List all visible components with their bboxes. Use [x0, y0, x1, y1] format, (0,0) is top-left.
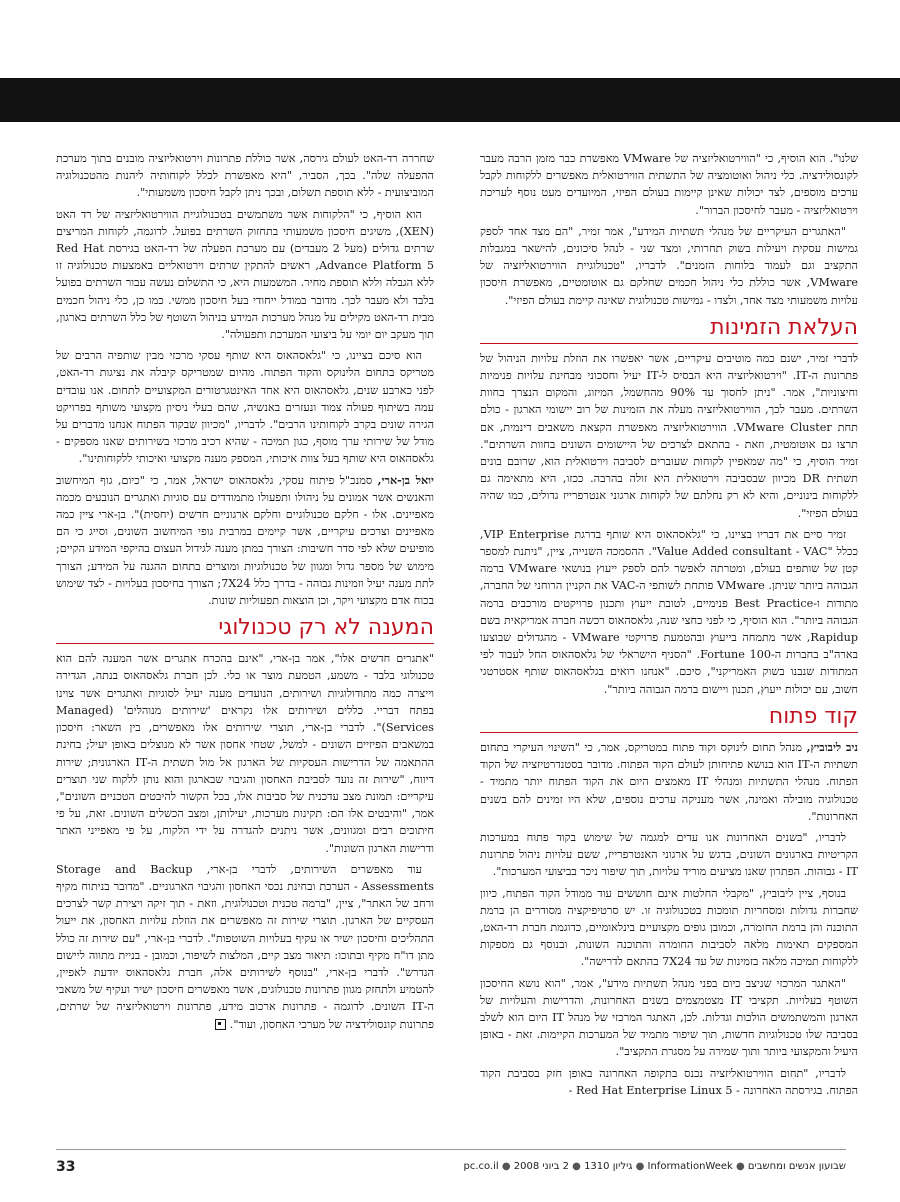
speaker-name: יואל בן-ארי, [377, 472, 434, 487]
section-heading: העלאת הזמינות [480, 315, 858, 344]
article-column-right [480, 150, 858, 1103]
paragraph-text: עוד מאפשרים השירותים, לדברי בן-ארי, Storage and Backup Assessments - הערכת ובחינת נכסי האחסון והגיבוי הארגוניים. "מדובר בניתוח מקיף ורחב של האתר", ציין, "ברמה טכנית וטכנולוגית, וזאת - תוך זיקה ויצירת קשר לצרכים העסקיים של הארגון. תוצרי שירות זה מאפשרים את הוזלת עלויות האחסון, את ייעול התהליכים וחיסכון ישיר או עקיף בעלויות השוטפות". לדברי בן-ארי, "עם שירות זה כולל מתן דו"ח מקיף ובתוכו: תיאור מצב קיים, המלצות לשיפור, וכמובן - בניית מתווה ליישום הנדרש". לדברי בן-ארי, "בנוסף לשירותים אלה, חברת גלאסהאוס יודעת לאפיין, להטמיע ולתחזק מגוון פתרונות טכנולוגים, אשר מאפשרים חיסכון ישיר ועקיף של משאבי ה-IT השונים. לדוגמה - פתרונות ארכוב מידע, פתרונות וירטואליזציה של שרתים, פתרונות קונסולידציה של מערכי האחסון, ועוד". [56, 862, 434, 1031]
paragraph: לדבריו, "בשנים האחרונות אנו עדים למגמה של שימוש בקוד פתוח במערכות הקריטיות בארגונים השונים, בדגש על ארגוני האנטרפרייז, ששם עלויות ניהול פתרונות IT - גבוהות. הפתרון שאנו מציעים מוריד עלויות, תוך שיפור ניכר בביצועי המערכות". [480, 830, 858, 879]
footer-item: ● InformationWeek [648, 1161, 748, 1172]
paragraph: "האתגרים העיקריים של מנהלי תשתיות המידע", אמר זמיר, "הם מצד אחד לספק גמישות עסקית ויעילות בשוק תחרותי, ומצד שני - לנהל סיכונים, להישאר במגבלות התקציב וגם לעמוד בלוחות הזמנים". לדבריו, "טכנולוגיית הווירטואליזציה של VMware, אשר כוללת כלי ניהול חכמים שחלקם גם אוטומטיים, מאפשרת חיסכון עלויות משמעותי מצד אחד, ולצדו - גמישות טכנולוגית שאינה קיימת בעולם הפיזי". [480, 224, 858, 307]
paragraph: לדבריו, "תחום הווירטואליזציה נכנס בתקופה האחרונה באופן חזק בסביבת הקוד הפתוח. בגירסתה האחרונה - Red Hat Enterprise Linux 5 - [480, 1066, 858, 1097]
paragraph: הוא הוסיף, כי "הלקוחות אשר משתמשים בטכנולוגיית הווירטואליזציה של רד האט (XEN), משיגים חיסכון משמעותי בתחזוק השרתים בפועל. לדוגמה, לקוחות המריצים שרתים גדולים (מעל 2 מעבדים) עם מערכת הפעלה של רד-האט בגירסת Red Hat Advance Platform 5, ראשים להתקין שרתים וירטואליים באמצעות טכנולוגיה זו ללא הגבלה וללא תוספת מחיר. המשמעות היא, כי התשלום נעשה עבור השרתים בפועל בלבד ולא מעבר לכך. מדובר במודל ייחודי בעל חיסכון ממשי. כמו כן, כלי ניהול חכמים מבית רד-האט מקילים על מנהל מערכות המידע בניהול השוטף של כלל השרתים בארגון, תוך מעקב יום יומי על ביצועי המערכת ותפעולה". [56, 207, 434, 342]
top-banner-bar [0, 78, 900, 122]
paragraph: שלנו". הוא הוסיף, כי "הווירטואליזציה של VMware מאפשרת כבר מזמן הרבה מעבר לקונסולידציה. כלי ניהול ואוטומציה של התשתית הווירטואלית מאפשרים ללקוחות לקבל ערכים מוספים, לצד יכולות שאינן קיימות בעולם הפיזי, המיועדים מעט נוסף לעריכת וירטואליזציה - מעבר לחיסכון הברור". [480, 152, 858, 217]
paragraph [480, 739, 858, 825]
end-of-article-icon [215, 1019, 226, 1030]
paragraph: הוא סיכם בציינו, כי "גלאסהאוס היא שותף עסקי מרכזי מבין שותפיה הרבים של מטריקס בתחום הלינוקס והקוד הפתוח. מהיום שמטריקס קיבלה את נציגות רד-האט, לפני כארבע שנים, גלאסהאוס היא אחד האינטגרטורים המקצועיים לתחום. אנו עובדים עמה בשיתוף פעולה צמוד ונעזרים באנשיה, שהם בעלי ניסיון מקצועי משותף בפרויקט הגירה שונים בקרב לקוחותינו הרבים". לדבריו, "מכיוון שבקוד הפתוח אנחנו מדברים על מודל של שירותי ערך מוסף, כגון תמיכה - שהיא רכיב מרכזי בשירותים שאנו מספקים - גלאסהאוס היא שותף בעל צוות איכותי, המספק מענה מקצועי ואיכותי ללקוחותינו". [56, 349, 434, 466]
paragraph: בנוסף, ציין ליבוביץ, "מקבלי החלטות אינם חוששים עוד ממודל הקוד הפתוח, כיוון שחברות גדולות ומסחריות תומכות בטכנולוגיה זו. יש סרטיפיקציה מסודרים הן ברמת התוכנה והן ברמת החומרה, וכמובן גופים מקצועיים בינלאומיים, כדוגמת חברת רד-האט, המספקים תאימות מלאה לסביבות החומרה והתוכנה השונות, ובנוסף גם מספקות ללקוחות תמיכה מלאה בזמינות של עד 7X24 בהתאם לדרישה". [480, 886, 858, 969]
paragraph: "אתגרים חדשים אלו", אמר בן-ארי, "אינם בהכרח אתגרים אשר המענה להם הוא טכנולוגי בלבד - משמע, הטמעת מוצר או כלי. לכן חברת גלאסהאוס בנתה, הגדירה וייצרה כמה מתודולוגיות ושירותים, הנועדים מענה יעיל לסוגיות ואתגרים אשר צוינו בפתח דבריי. כללים ושירותים אלו נקראים 'שירותים מנוהלים' (Managed Services)". לדברי בן-ארי, תוצרי שירותים אלו מאפשרים, בין השאר: חיסכון במשאבים הפיזיים השונים - למשל, שטחי אחסון אשר לא מנוצלים באופן יעיל; בחינת ההתאמה של הדרישות העסקיות של הארגון אל מול תשתית ה-IT הארגונית; שירות דיווח, "שירות זה נועד לסביבת האחסון והגיבוי שבארגון והוא נותן ללקוח שני תוצרים עיקריים: תמונת מצב עדכנית של סביבות אלו, בכל הקשור להיבטים הטכניים השונים", אמר, "והיבטים אלו הם: תקינות מערכות, יעילותן, ומצב הכשלים השונים. זאת, על פי חיתוכים רבים ומגוונים, אשר ניתנים להגדרה על ידי הלקוח, על פי מאפייני האתר ודרישות הארגון השונות". [56, 652, 434, 855]
paragraph: "האתגר המרכזי שניצב כיום בפני מנהל תשתיות מידע", אמר, "הוא נושא החיסכון השוטף בעלויות. תקציבי IT מצטמצמים בשנים האחרונות, והדרישות והעלויות של הארגון והמשתמשים הולכות וגדלות. לכן, האתגר המרכזי של מנהל IT היום הוא לשלב בסביבה שלו טכנולוגיות חדשות, תוך שיפור מתמיד של המערכות הקיימות. זאת - באופן היעיל והמקצועי ביותר ותוך שמירה על מסגרת התקציב". [480, 976, 859, 1059]
page-footer [56, 1156, 846, 1178]
page-number: 33 [56, 1159, 76, 1175]
footer-item: ● 2 ביוני 2008 [514, 1161, 584, 1172]
paragraph [56, 861, 434, 1033]
paragraph: לדברי זמיר, ישנם כמה מוטיבים עיקריים, אשר יאפשרו את הוזלת עלויות הניהול של פתרונות ה-IT. "וירטואליזציה היא הבסיס ל-IT יעיל וחסכוני מבחינת עלויות פנימיות וחיצוניות", אמר. "ניתן לחסוך עד 90% מהחשמל, המיזוג, והמקום הנצרך בחוות השרתים. מעבר לכך, הווירטואליזציה מעלה את הזמינות של רוב יישומי הארגון - כולם תחת VMware Cluster. הווירטואליזציה מאפשרת הקצאת משאבים דינמית, אם תרצו גם אוטומטית, וזאת - בהתאם לצרכים של היישומים השונים בחוות השרתים". זמיר הוסיף, כי "מה שמאפיין לקוחות שעוברים לסביבה וירטואלית הוא, שרובם בונים תשתית DR מכיוון שבסביבה וירטואלית היא זולה בהרבה. ככזו, היא מתאימה גם ללקוחות בינוניים, והיא לא רק נחלתם של לקוחות ארגוני אנטרפרייז גדולים, כמו שהיה בעולם הפיזי". [480, 351, 859, 520]
paragraph: שחררה רד-האט לעולם גירסה, אשר כוללת פתרונות וירטואליזציה מובנים בתוך מערכת ההפעלה שלה". בכך, הסביר, "היא מאפשרת לכלל לקוחותיה ליהנות מהטכנולוגיה המוביצועית - ללא תוספת תשלום, ובכך ניתן לקבל חיסכון משמעותי". [56, 152, 434, 200]
section-heading: המענה לא רק טכנולוגי [56, 615, 434, 644]
footer-item: ● גיליון 1310 [584, 1161, 647, 1172]
section-heading: קוד פתוח [480, 704, 858, 733]
paragraph [56, 472, 434, 610]
paragraph-text: סמנכ"ל פיתוח עסקי, גלאסהאוס ישראל, אמר, כי "כיום, גוף המיחשוב והאנשים אשר אמונים על ניהולו ותפעולו מתמודדים עם סוגיות ואתגרים הנובעים מכמה מאפיינים. אלו - חלקם טכנולוגיים וחלקם ארגוניים חדשים (יחסית)". בן-ארי ציין כמה מאפיינים וצרכים עיקריים, אשר קיימים במרבית גופי המיחשוב השונים, וסייג כי הם מופיעים שלא לפי סדר חשיבות: הצורך במתן מענה לגידול העצום בהיקפי המידע הקיים; מימוש של מספר גדול ומגוון של טכנולוגיות ומוצרים בתחום ההגנה על המידע; הצורך לתת מענה יעיל וזמינות גבוהה - בדרך כלל 7X24; הצורך בחיסכון בעלויות - לצד שימוש בכוח אדם מקצועי ויקר, וכן הוצאות תפעוליות שונות. [56, 473, 434, 608]
footer-item: ● pc.co.il [464, 1161, 514, 1172]
paragraph-text: מנהל תחום לינוקס וקוד פתוח במטריקס, אמר, כי "השינוי העיקרי בתחום תשתיות ה-IT הוא בנושא פתיחותן לעולם הקוד הפתוח. מדובר בסטנדרטיזציה של הקוד הפתוח. מנהלי התשתיות ומנהלי IT מאמצים היום את הקוד הפתוח יותר מתמיד - טכנולוגיה מובילה ואמינה, אשר מעניקה ערכים נוספים, שלא היו זמינים להם בשנים האחרונות". [480, 740, 859, 823]
footer-item: שבועון אנשים ומחשבים [747, 1161, 846, 1172]
footer-rule [56, 1149, 846, 1150]
paragraph: זמיר סיים את דבריו בציינו, כי "גלאסהאוס היא שותף בדרגת VIP Enterprise, ככלל "Value Added consultant - VAC". ההסמכה השנייה, ציין, "ניתנת למספר קטן של שותפים בעולם, ומטרתה לאפשר להם לספק ייעוץ בנושאי VMware ברמה הגבוהה ביותר שניתן. VMware פותחת לשותפי ה-VAC את הקניין הרוחני של החברה, מתודות ו-Best Practice פנימיים, לטובת ייעוץ ותכנון פרויקטים מורכבים ברמה הגבוהה ביותר". הוא הוסיף, כי לפני כחצי שנה, גלאסהאוס רכשה חברה אמריקאית בשם Rapidup, אשר מתמחה בייעוץ ובהטמעת פרויקטי VMware - מהגדולים שבוצעו בארה"ב בחברות ה-Fortune 100. "הסניף הישראלי של גלאסהאוס החל לעבוד לפי המתודות שנבנו בשוק האמריקני", סיכם. "אנחנו רואים בגלאסהאוס שותף אסטרטגי חשוב, עם יכולות ייעוץ, תכנון ויישום ברמה הגבוהה ביותר". [480, 527, 859, 696]
footer-publication-info [464, 1156, 847, 1178]
article-column-left [56, 150, 434, 1037]
speaker-name: ניב ליבוביץ, [806, 739, 859, 754]
